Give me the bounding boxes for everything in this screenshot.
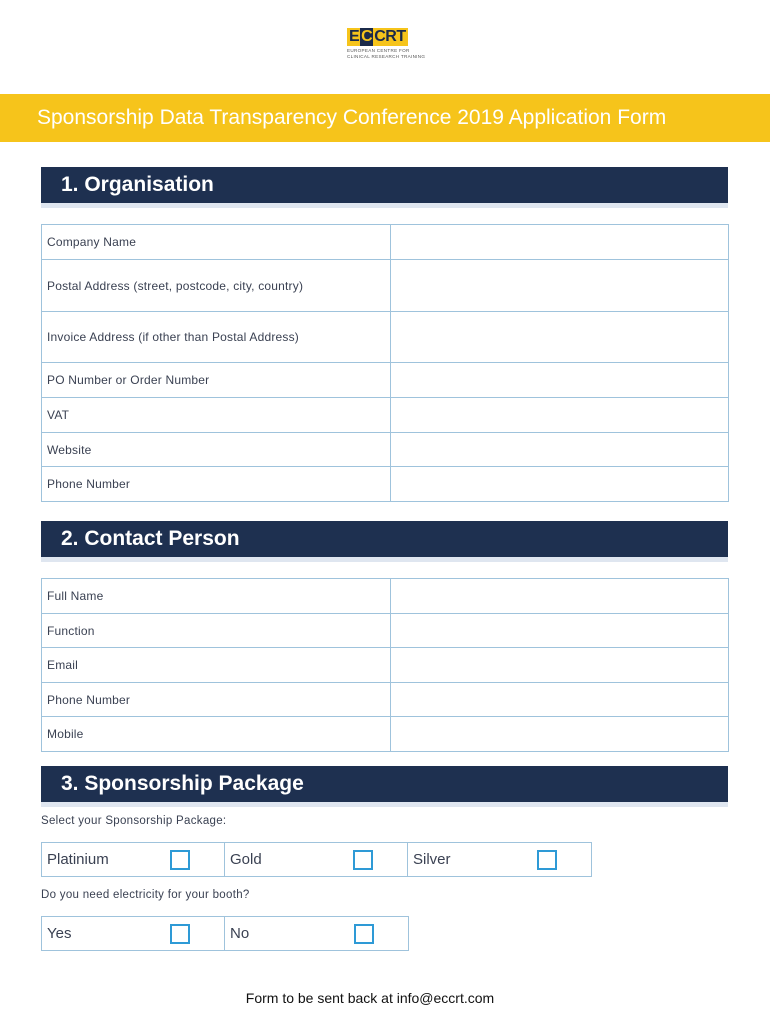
section-organisation-header (41, 167, 728, 208)
table-row (42, 579, 729, 614)
silver-label: Silver (413, 851, 451, 868)
email-label: Email (42, 648, 391, 683)
function-label: Function (42, 614, 391, 648)
package-option-platinium (42, 843, 225, 876)
platinium-checkbox[interactable] (170, 850, 190, 870)
org-phone-field[interactable] (391, 467, 729, 502)
electricity-options (41, 916, 409, 951)
section-package-header (41, 766, 728, 807)
yes-label: Yes (47, 925, 72, 942)
logo-subtitle-line1: EUROPEAN CENTRE FOR (347, 48, 410, 53)
contact-table (41, 578, 729, 752)
electricity-option-no (225, 917, 408, 950)
package-options (41, 842, 592, 877)
logo-subtitle (347, 48, 425, 59)
eccrt-logo (347, 28, 425, 59)
table-row (42, 683, 729, 717)
section-contact-heading: 2. Contact Person (61, 527, 240, 550)
mobile-field[interactable] (391, 717, 729, 752)
no-checkbox[interactable] (354, 924, 374, 944)
vat-label: VAT (42, 398, 391, 433)
invoice-address-label: Invoice Address (if other than Postal Address) (42, 312, 391, 363)
website-field[interactable] (391, 433, 729, 467)
table-row (42, 648, 729, 683)
section-contact-header (41, 521, 728, 562)
org-phone-label: Phone Number (42, 467, 391, 502)
invoice-address-field[interactable] (391, 312, 729, 363)
logo-letter-c: C (361, 28, 373, 45)
po-number-field[interactable] (391, 363, 729, 398)
electricity-option-yes (42, 917, 225, 950)
package-option-silver (408, 843, 591, 876)
package-option-gold (225, 843, 408, 876)
website-label: Website (42, 433, 391, 467)
footer-note: Form to be sent back at info@eccrt.com (245, 990, 495, 1006)
company-name-label: Company Name (42, 225, 391, 260)
section-package-heading: 3. Sponsorship Package (61, 772, 304, 795)
title-banner (0, 94, 770, 142)
email-field[interactable] (391, 648, 729, 683)
contact-phone-field[interactable] (391, 683, 729, 717)
po-number-label: PO Number or Order Number (42, 363, 391, 398)
platinium-label: Platinium (47, 851, 109, 868)
table-row (42, 614, 729, 648)
postal-address-label: Postal Address (street, postcode, city, country) (42, 260, 391, 312)
package-select-prompt: Select your Sponsorship Package: (41, 815, 227, 827)
table-row (42, 363, 729, 398)
company-name-field[interactable] (391, 225, 729, 260)
vat-field[interactable] (391, 398, 729, 433)
table-row (42, 398, 729, 433)
organisation-table (41, 224, 729, 502)
section-organisation-heading: 1. Organisation (61, 173, 214, 196)
table-row (42, 433, 729, 467)
logo-letter-e: E (349, 28, 360, 45)
table-row (42, 225, 729, 260)
table-row (42, 260, 729, 312)
no-label: No (230, 925, 250, 942)
gold-label: Gold (230, 851, 262, 868)
full-name-label: Full Name (42, 579, 391, 614)
full-name-field[interactable] (391, 579, 729, 614)
yes-checkbox[interactable] (170, 924, 190, 944)
mobile-label: Mobile (42, 717, 391, 752)
electricity-prompt: Do you need electricity for your booth? (41, 889, 250, 901)
form-title: Sponsorship Data Transparency Conference 2019 Application Form (37, 106, 667, 129)
table-row (42, 467, 729, 502)
logo-subtitle-line2: CLINICAL RESEARCH TRAINING (347, 53, 426, 59)
function-field[interactable] (391, 614, 729, 648)
table-row (42, 717, 729, 752)
silver-checkbox[interactable] (537, 850, 557, 870)
contact-phone-label: Phone Number (42, 683, 391, 717)
table-row (42, 312, 729, 363)
postal-address-field[interactable] (391, 260, 729, 312)
gold-checkbox[interactable] (353, 850, 373, 870)
logo-mark (347, 28, 425, 46)
logo-letters-crt: CRT (374, 28, 406, 45)
